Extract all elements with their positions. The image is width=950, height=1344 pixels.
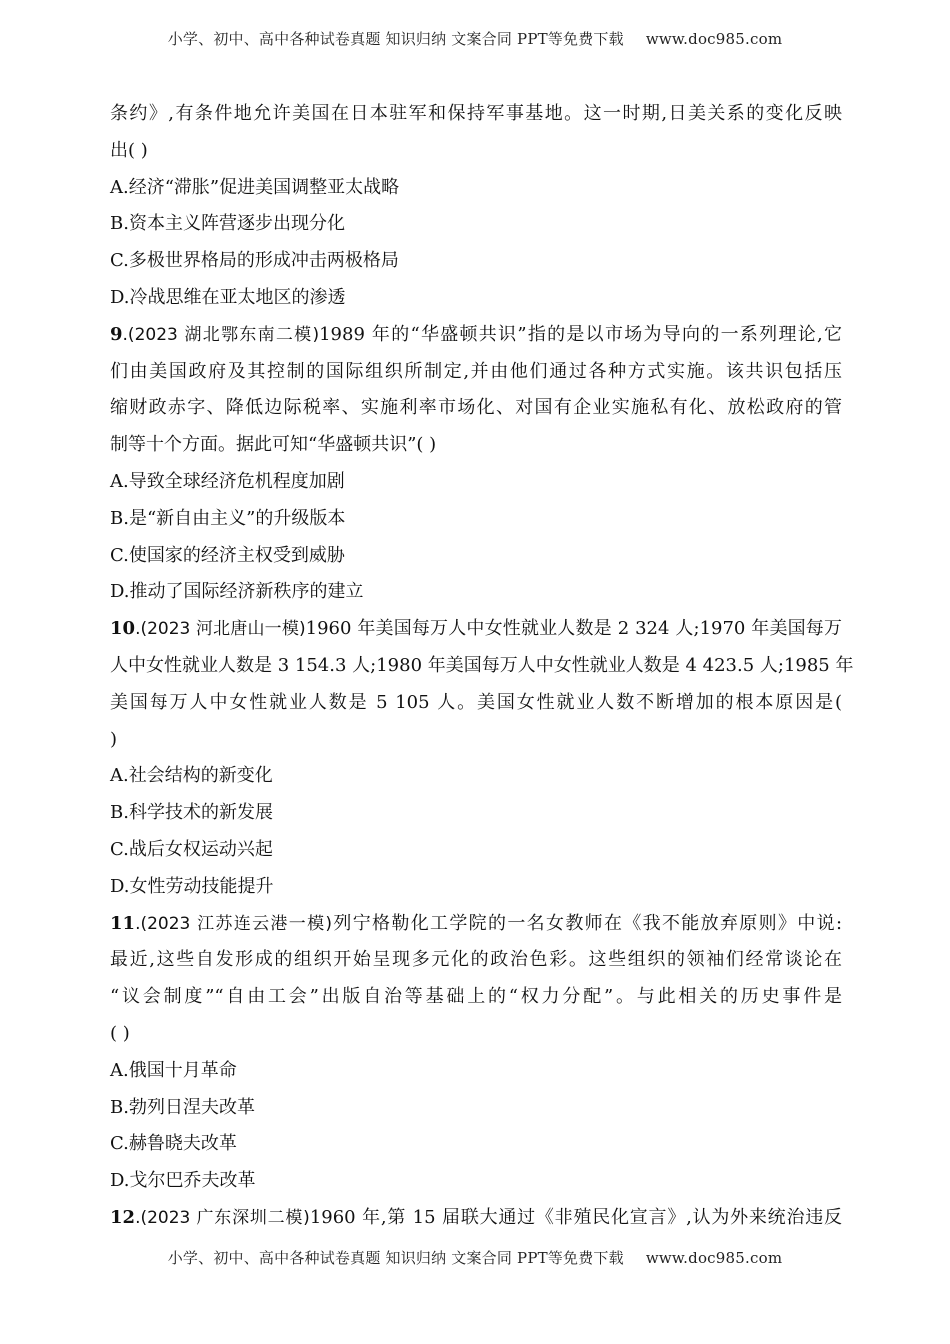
page-footer [0, 1247, 950, 1268]
option-b: B.资本主义阵营逐步出现分化 [110, 213, 345, 235]
question-12 [110, 1200, 842, 1237]
option-a: A.社会结构的新变化 [110, 765, 273, 787]
question-first-line [110, 317, 842, 354]
option-d: D.推动了国际经济新秩序的建立 [110, 581, 364, 603]
header-text: 小学、初中、高中各种试卷真题 知识归纳 文案合同 PPT等免费下载 [167, 30, 624, 48]
option-d: D.冷战思维在亚太地区的渗透 [110, 286, 346, 308]
question-stem-line: 人中女性就业人数是 3 154.3 人;1980 年美国每万人中女性就业人数是 4 423.5 人;1985 年 [110, 654, 854, 676]
question-source: .(2023 湖北鄂东南二模) [122, 324, 320, 345]
option-c: C.使国家的经济主权受到威胁 [110, 544, 345, 566]
question-number: 12 [110, 1206, 136, 1228]
option-a: A.俄国十月革命 [110, 1059, 237, 1081]
option-a: A.经济“滞胀”促进美国调整亚太战略 [110, 176, 400, 198]
question-source: .(2023 河北唐山一模) [135, 619, 306, 640]
option-b: B.勃列日涅夫改革 [110, 1096, 255, 1118]
question-first-line [110, 906, 842, 943]
footer-url[interactable]: www.doc985.com [645, 1249, 783, 1267]
option-d: D.女性劳动技能提升 [110, 875, 274, 897]
question-number: 11 [110, 912, 136, 934]
question-9 [110, 317, 842, 611]
question-stem-start: 1960 年美国每万人中女性就业人数是 2 324 人;1970 年美国每万 [305, 618, 842, 640]
question-stem-line: 们由美国政府及其控制的国际组织所制定,并由他们通过各种方式实施。该共识包括压 [110, 360, 842, 382]
question-stem-line: “议会制度”“自由工会”出版自治等基础上的“权力分配”。与此相关的历史事件是 [110, 986, 842, 1008]
question-10 [110, 611, 854, 905]
header-url[interactable]: www.doc985.com [645, 30, 783, 48]
option-c: C.赫鲁晓夫改革 [110, 1133, 237, 1155]
question-number: 10 [110, 618, 136, 640]
question-source: .(2023 江苏连云港一模) [135, 913, 333, 934]
question-stem-line: 美国每万人中女性就业人数是 5 105 人。美国女性就业人数不断增加的根本原因是( [110, 691, 842, 713]
footer-text: 小学、初中、高中各种试卷真题 知识归纳 文案合同 PPT等免费下载 [167, 1249, 624, 1267]
question-stem-line: 制等十个方面。据此可知“华盛顿共识”( ) [110, 434, 437, 456]
option-d: D.戈尔巴乔夫改革 [110, 1170, 256, 1192]
question-content [110, 96, 854, 1237]
question-stem-line: 最近,这些自发形成的组织开始呈现多元化的政治色彩。这些组织的领袖们经常谈论在 [110, 949, 842, 971]
question-stem-line: 出( ) [110, 139, 148, 161]
question-8 [110, 96, 842, 317]
question-stem-line: ) [110, 728, 118, 750]
question-stem-start: 列宁格勒化工学院的一名女教师在《我不能放弃原则》中说: [332, 912, 843, 934]
question-number: 9 [110, 323, 123, 345]
question-stem-line: 缩财政赤字、降低边际税率、实施利率市场化、对国有企业实施私有化、放松政府的管 [110, 397, 842, 419]
option-c: C.多极世界格局的形成冲击两极格局 [110, 250, 399, 272]
option-b: B.是“新自由主义”的升级版本 [110, 507, 346, 529]
question-stem-start: 1989 年的“华盛顿共识”指的是以市场为导向的一系列理论,它 [319, 323, 843, 345]
page-header [0, 28, 950, 49]
question-source: .(2023 广东深圳二模) [135, 1207, 310, 1228]
question-first-line [110, 611, 842, 648]
option-b: B.科学技术的新发展 [110, 802, 273, 824]
question-first-line [110, 1200, 842, 1237]
question-stem-line: 条约》,有条件地允许美国在日本驻军和保持军事基地。这一时期,日美关系的变化反映 [110, 103, 842, 124]
question-stem-start: 1960 年,第 15 届联大通过《非殖民化宣言》,认为外来统治违反 [309, 1206, 842, 1228]
question-11 [110, 906, 842, 1200]
option-c: C.战后女权运动兴起 [110, 838, 273, 860]
option-a: A.导致全球经济危机程度加剧 [110, 470, 345, 492]
question-stem-line: ( ) [110, 1022, 130, 1044]
